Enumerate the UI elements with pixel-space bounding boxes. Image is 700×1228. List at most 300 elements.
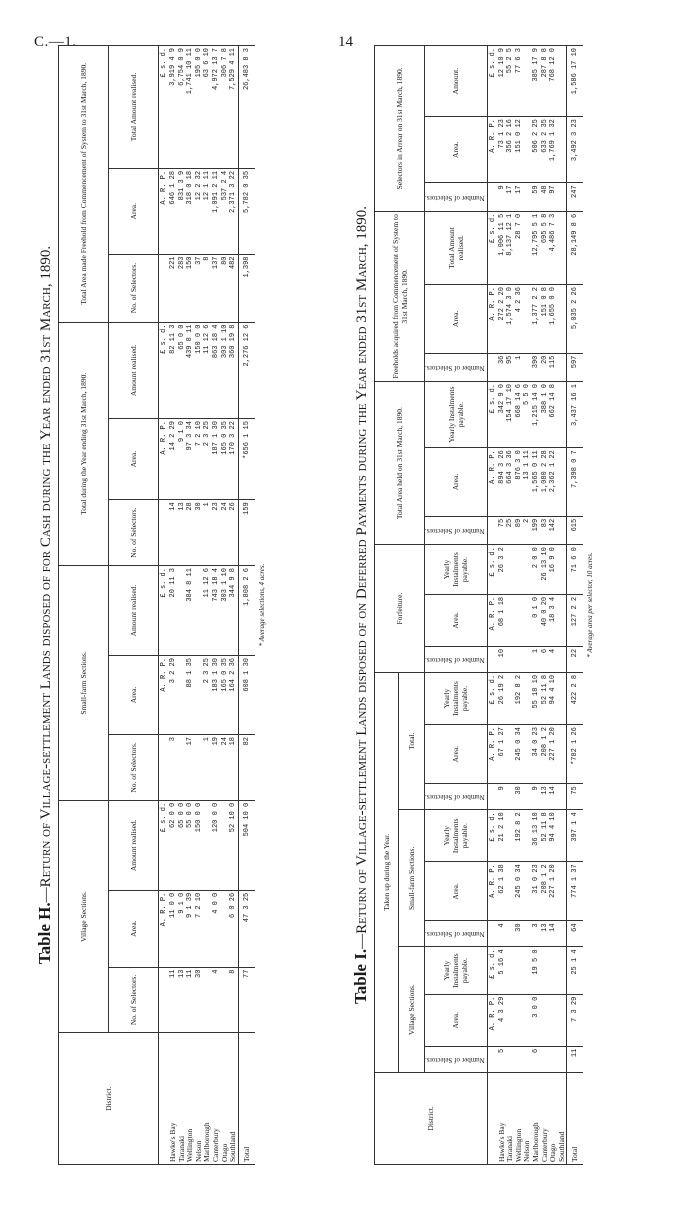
table-cell	[558, 183, 567, 211]
table-cell	[203, 890, 212, 967]
table-cell: 506 2 25	[532, 117, 541, 183]
table-cell: 2,371 3 22	[229, 168, 238, 254]
th-yearly: Yearly Instalments payable.	[425, 382, 488, 448]
table-cell: 13	[178, 967, 187, 1033]
total-cell: 7,398 0 7	[567, 448, 584, 517]
th-area: Area.	[425, 448, 488, 517]
table-cell: 34 0 23	[532, 725, 541, 784]
total-cell: 247	[567, 183, 584, 211]
table-cell: 52 10 0	[229, 800, 238, 890]
unit-money: £ s. d.	[159, 46, 170, 169]
unit-area: A. R. P.	[159, 168, 170, 254]
table-h-block	[32, 45, 324, 1165]
table-cell: 19	[212, 735, 221, 801]
table-cell: 165 0 35	[221, 419, 230, 500]
table-h	[58, 45, 255, 1165]
total-cell: 2,276 12 6	[238, 322, 255, 419]
table-cell: 9	[532, 784, 541, 810]
table-i-block	[348, 45, 646, 1165]
district-name: Southland	[558, 1072, 567, 1164]
table-cell	[549, 947, 558, 994]
district-name: Hawke's Bay	[498, 1072, 507, 1164]
district-name: Hawke's Bay	[169, 1033, 178, 1165]
table-cell: 14	[549, 784, 558, 810]
th-number: Number of Selectors.	[425, 921, 488, 947]
district-name: Canterbury	[541, 1072, 550, 1164]
total-cell: 159	[238, 500, 255, 566]
table-row	[178, 46, 187, 1165]
th-no: No. of Selectors.	[109, 967, 159, 1033]
table-cell	[515, 594, 524, 646]
table-h-footnote: * Average selections, 4 acres.	[257, 563, 266, 647]
table-cell: 7 2 10	[195, 419, 204, 500]
table-h-label: Table H.	[35, 902, 54, 965]
total-cell: 615	[567, 516, 584, 544]
table-cell: 6 0 26	[229, 890, 238, 967]
table-cell: 1,769 1 32	[549, 117, 558, 183]
table-cell: 26	[229, 500, 238, 566]
district-name: Southland	[229, 1033, 238, 1165]
total-cell: 397 1 4	[567, 810, 584, 862]
th-yearly: Yearly Instalments payable.	[425, 672, 488, 724]
table-cell	[558, 994, 567, 1046]
th-area: Area.	[109, 890, 159, 967]
total-cell: 3,492 3 23	[567, 117, 584, 183]
table-cell: 272 2 20	[498, 285, 507, 354]
total-cell: 11	[567, 1046, 584, 1072]
table-cell: 3	[532, 921, 541, 947]
table-row	[221, 46, 230, 1165]
total-cell: 5,035 2 26	[567, 285, 584, 354]
district-name: Canterbury	[212, 1033, 221, 1165]
unit-area: A. R. P.	[159, 656, 170, 735]
table-cell: 14 2 29	[169, 419, 178, 500]
table-cell: 1,215 14 0	[532, 382, 541, 448]
table-cell	[195, 656, 204, 735]
th-number: Number of Selectors.	[425, 646, 488, 672]
table-cell: 97 3 34	[186, 419, 195, 500]
th-district: District.	[375, 1072, 488, 1164]
table-cell: 3 2 29	[169, 656, 178, 735]
table-cell	[558, 784, 567, 810]
total-cell: 3,437 16 1	[567, 382, 584, 448]
table-cell	[523, 672, 532, 724]
th-number: Number of Selectors.	[425, 1046, 488, 1072]
table-cell: 482	[229, 254, 238, 322]
unit-area: A. R. P.	[159, 890, 170, 967]
table-cell: 11	[169, 967, 178, 1033]
table-cell	[523, 594, 532, 646]
table-cell: 662 14 8	[549, 382, 558, 448]
table-cell: 1,741 10 11	[186, 46, 195, 169]
total-cell: 22	[567, 646, 584, 672]
th-year-total: Total during the Year ending 31st March, 1890.	[59, 322, 109, 566]
table-cell	[515, 545, 524, 595]
units-row: A. R. P. £ s. d. A. R. P. £ s. d. A. R. P. £ s. d. A. R. P. £ s. d. A. R. P. £ s. d. A. R. P. £ s. d. A. R. P. £ s. d.	[487, 46, 498, 1165]
table-cell: 17	[186, 735, 195, 801]
table-cell: 4 0 0	[212, 890, 221, 967]
table-cell: 633 2 35	[541, 117, 550, 183]
table-cell: 208 1 2	[541, 725, 550, 784]
page-number: 14	[338, 34, 353, 50]
total-cell: 75	[567, 784, 584, 810]
th-arrear: Selectors in Arrear on 31st March, 1890.	[375, 46, 425, 212]
table-cell: 137	[212, 254, 221, 322]
table-cell: 20	[541, 353, 550, 381]
table-cell	[506, 594, 515, 646]
table-cell: 287 8 8	[541, 46, 550, 117]
table-cell: 151 0 8	[541, 285, 550, 354]
table-cell: 12 2 32	[195, 168, 204, 254]
table-cell: 26 3 2	[498, 545, 507, 595]
th-yearly: Yearly Instalments payable.	[425, 545, 488, 595]
table-cell: 12 10 9	[498, 46, 507, 117]
th-number: Number of Selectors.	[425, 183, 488, 211]
table-cell: 5	[498, 1046, 507, 1072]
table-cell: 1,006 11 5	[498, 211, 507, 284]
table-cell: 83	[541, 516, 550, 544]
total-row	[567, 46, 584, 1165]
table-cell: 4	[212, 967, 221, 1033]
table-cell	[558, 382, 567, 448]
table-cell: 318 0 18	[186, 168, 195, 254]
table-cell: 21 2 10	[498, 810, 507, 862]
table-cell	[221, 967, 230, 1033]
table-cell: 19 5 0	[532, 947, 541, 994]
table-cell: 13	[541, 784, 550, 810]
table-cell: 831 3 9	[178, 168, 187, 254]
th-area: Area.	[109, 419, 159, 500]
table-cell	[178, 735, 187, 801]
table-cell	[221, 800, 230, 890]
table-cell	[195, 735, 204, 801]
table-cell	[506, 725, 515, 784]
district-name: Taranaki	[506, 1072, 515, 1164]
total-cell: 127 2 2	[567, 594, 584, 646]
table-cell	[506, 810, 515, 862]
th-no: No. of Selectors.	[109, 254, 159, 322]
table-cell: 4 3 29	[498, 994, 507, 1046]
table-cell: 63 6 10	[203, 46, 212, 169]
total-cell: 64	[567, 921, 584, 947]
table-cell: 13 1 11	[523, 448, 532, 517]
table-cell	[523, 784, 532, 810]
report-code: C.—1.	[34, 34, 77, 50]
table-cell	[523, 994, 532, 1046]
th-number: Number of Selectors.	[425, 516, 488, 544]
table-cell: 303 1 10	[221, 322, 230, 419]
total-cell: 422 2 8	[567, 672, 584, 724]
th-area: Area.	[109, 656, 159, 735]
table-cell: 26 13 10	[541, 545, 550, 595]
table-cell	[506, 862, 515, 921]
th-number: Number of Selectors.	[425, 784, 488, 810]
table-cell	[541, 994, 550, 1046]
table-cell	[203, 967, 212, 1033]
table-cell: 1,655 0 0	[549, 285, 558, 354]
district-name: Marlborough	[203, 1033, 212, 1165]
table-cell	[515, 994, 524, 1046]
table-cell: 390	[532, 353, 541, 381]
table-row	[532, 46, 541, 1165]
table-cell: 303 1 10	[221, 566, 230, 656]
th-freehold-total: Total Area made Freehold from Commencement of System to 31st March, 1890.	[59, 46, 109, 323]
table-cell: 4,972 13 7	[212, 46, 221, 169]
table-cell	[558, 285, 567, 354]
unit-money: £ s. d.	[159, 566, 170, 656]
table-cell: 88 1 35	[186, 656, 195, 735]
table-cell: 55 2 5	[506, 46, 515, 117]
table-cell: 20 11 3	[169, 566, 178, 656]
table-cell: 1	[515, 353, 524, 381]
table-cell: 82 11 3	[169, 322, 178, 419]
th-village: Village Sections.	[399, 947, 425, 1072]
table-cell	[549, 1046, 558, 1072]
table-cell: 17	[515, 183, 524, 211]
table-cell	[178, 566, 187, 656]
table-cell: 16 9 0	[549, 545, 558, 595]
th-small-farm: Small-farm Sections.	[399, 810, 425, 947]
table-cell	[515, 1046, 524, 1072]
district-name: Wellington	[186, 1033, 195, 1165]
table-row	[558, 46, 567, 1165]
table-cell: 1,377 2 2	[532, 285, 541, 354]
table-cell	[558, 1046, 567, 1072]
table-cell: 151 0 12	[515, 117, 524, 183]
th-amount: Amount realised.	[109, 566, 159, 656]
table-cell: 115	[549, 353, 558, 381]
table-cell	[523, 285, 532, 354]
table-cell: 23	[212, 500, 221, 566]
table-i-body	[487, 46, 583, 1165]
table-cell: 2 0 0	[532, 545, 541, 595]
table-cell: 8,137 12 1	[506, 211, 515, 284]
table-cell	[523, 353, 532, 381]
district-name: Marlborough	[532, 1072, 541, 1164]
table-cell: 1,574 3 0	[506, 285, 515, 354]
table-cell: 17	[506, 183, 515, 211]
table-cell	[523, 117, 532, 183]
table-cell: 1	[203, 500, 212, 566]
total-cell: 1,808 2 6	[238, 566, 255, 656]
total-cell: 5,782 0 35	[238, 168, 255, 254]
total-cell: 608 1 30	[238, 656, 255, 735]
table-cell: 306 7 8	[221, 46, 230, 169]
table-cell: 30	[195, 500, 204, 566]
table-cell: 80	[221, 254, 230, 322]
table-cell: 11 0 0	[169, 890, 178, 967]
th-area-held: Total Area held on 31st March, 1890.	[375, 382, 425, 545]
table-cell: 8	[203, 254, 212, 322]
table-cell	[523, 183, 532, 211]
table-cell	[523, 46, 532, 117]
table-cell: 14	[169, 500, 178, 566]
table-cell	[178, 656, 187, 735]
table-cell: 4	[498, 921, 507, 947]
table-cell: 25	[506, 516, 515, 544]
district-name: Otago	[549, 1072, 558, 1164]
table-cell	[558, 810, 567, 862]
table-cell: 4	[549, 646, 558, 672]
table-row	[498, 46, 507, 1165]
table-cell	[549, 994, 558, 1046]
table-cell	[523, 862, 532, 921]
table-cell: 48	[541, 183, 550, 211]
table-cell	[558, 448, 567, 517]
table-cell: 385 17 9	[532, 46, 541, 117]
table-cell: 73 1 23	[498, 117, 507, 183]
table-cell: 3	[169, 735, 178, 801]
th-area: Area.	[109, 168, 159, 254]
table-cell: 192 8 2	[515, 810, 524, 862]
table-row	[212, 46, 221, 1165]
table-cell	[203, 800, 212, 890]
table-cell: 11	[186, 967, 195, 1033]
table-row	[169, 46, 178, 1165]
table-cell: 7,529 4 11	[229, 46, 238, 169]
table-cell	[558, 211, 567, 284]
table-cell: 24	[221, 735, 230, 801]
total-cell: *656 1 15	[238, 419, 255, 500]
table-row	[515, 46, 524, 1165]
th-amount: Amount.	[425, 46, 488, 117]
table-cell	[506, 545, 515, 595]
table-cell: 2 3 25	[203, 419, 212, 500]
th-area: Area.	[425, 994, 488, 1046]
table-cell: 150 0 0	[195, 800, 204, 890]
th-no: No. of Selectors.	[109, 500, 159, 566]
table-cell: 28	[186, 500, 195, 566]
table-cell	[523, 725, 532, 784]
table-cell: 164 2 36	[229, 656, 238, 735]
table-cell: 6,754 0 9	[178, 46, 187, 169]
table-cell: 863 18 4	[212, 322, 221, 419]
table-cell: 1,080 2 28	[541, 448, 550, 517]
table-cell: 0 1 0	[532, 594, 541, 646]
table-cell: 439 8 11	[186, 322, 195, 419]
table-cell: 245 0 34	[515, 862, 524, 921]
table-cell	[523, 947, 532, 994]
table-cell	[558, 545, 567, 595]
total-cell: 25 1 4	[567, 947, 584, 994]
table-cell: 13	[178, 500, 187, 566]
table-cell: 142	[549, 516, 558, 544]
table-i	[374, 45, 583, 1165]
table-cell: 65 0 0	[178, 800, 187, 890]
table-cell: 192 8 2	[515, 672, 524, 724]
district-name: Otago	[221, 1033, 230, 1165]
table-cell: 36	[498, 353, 507, 381]
table-i-title-text: —Return of Village-settlement Lands disposed of on Deferred Payments during the Year ended 31st March, 1890.	[354, 205, 370, 949]
table-cell	[506, 672, 515, 724]
th-no: No. of Selectors.	[109, 735, 159, 801]
total-cell: 1,586 17 10	[567, 46, 584, 117]
table-cell: 37	[195, 254, 204, 322]
table-cell: 537 2 4	[221, 168, 230, 254]
table-cell: 11 12 6	[203, 566, 212, 656]
table-cell: 227 1 20	[549, 862, 558, 921]
table-cell	[506, 784, 515, 810]
table-cell: 2	[523, 516, 532, 544]
table-cell: 5 16 4	[498, 947, 507, 994]
th-area: Area.	[425, 862, 488, 921]
th-area: Area.	[425, 594, 488, 646]
table-cell	[523, 810, 532, 862]
table-cell: 11 12 6	[203, 322, 212, 419]
th-total-amount: Total Amount realised.	[109, 46, 159, 169]
table-cell: 12,795 5 1	[532, 211, 541, 284]
table-cell: 30	[515, 784, 524, 810]
th-district: District.	[59, 1033, 159, 1165]
table-h-body	[159, 46, 255, 1165]
table-cell	[523, 545, 532, 595]
total-cell: *782 1 26	[567, 725, 584, 784]
table-cell: 170 3 22	[229, 419, 238, 500]
district-name: Taranaki	[178, 1033, 187, 1165]
table-cell: 283	[178, 254, 187, 322]
table-cell: 187 1 30	[212, 419, 221, 500]
table-cell: 695 5 8	[541, 211, 550, 284]
total-cell: 47 3 25	[238, 890, 255, 967]
total-cell: 71 6 0	[567, 545, 584, 595]
table-cell: 4 2 36	[515, 285, 524, 354]
table-cell: 24	[221, 500, 230, 566]
table-cell: 9 1 0	[178, 890, 187, 967]
table-cell	[558, 862, 567, 921]
table-cell: 245 0 34	[515, 725, 524, 784]
table-cell: 876 3 0	[515, 448, 524, 517]
table-cell: 6	[532, 1046, 541, 1072]
table-cell: 55 0 0	[186, 800, 195, 890]
district-name: Nelson	[195, 1033, 204, 1165]
th-amount: Amount realised.	[109, 322, 159, 419]
table-row	[541, 46, 550, 1165]
unit-area: A. R. P.	[159, 419, 170, 500]
table-cell: 6	[541, 646, 550, 672]
table-cell: 95	[506, 353, 515, 381]
table-cell: 894 3 26	[498, 448, 507, 517]
table-cell: 77 6 3	[515, 46, 524, 117]
table-cell	[506, 994, 515, 1046]
table-cell: 150	[186, 254, 195, 322]
table-cell: 94 4 10	[549, 672, 558, 724]
table-row	[186, 46, 195, 1165]
table-cell: 59	[532, 183, 541, 211]
table-cell: 36 13 10	[532, 810, 541, 862]
unit-money: £ s. d.	[159, 800, 170, 890]
th-total: Total.	[399, 672, 425, 809]
table-cell	[523, 211, 532, 284]
table-i-label: Table I.	[351, 948, 370, 1005]
table-cell: 26 19 2	[498, 672, 507, 724]
table-cell: 40 0 20	[541, 594, 550, 646]
table-cell: 89	[515, 516, 524, 544]
table-cell: 768 12 0	[549, 46, 558, 117]
table-cell: 154 17 10	[506, 382, 515, 448]
th-taken-up: Taken up during the Year.	[375, 672, 399, 1072]
table-cell: 344 9 8	[229, 566, 238, 656]
th-village: Village Sections.	[59, 800, 109, 1033]
table-cell	[523, 646, 532, 672]
table-cell: 8	[229, 967, 238, 1033]
table-cell: 1	[532, 646, 541, 672]
table-cell: 9	[498, 183, 507, 211]
table-cell: 208 1 2	[541, 862, 550, 921]
total-cell: 504 10 0	[238, 800, 255, 890]
table-cell	[558, 594, 567, 646]
total-label: Total	[567, 1072, 584, 1164]
table-cell: 68 1 18	[498, 594, 507, 646]
